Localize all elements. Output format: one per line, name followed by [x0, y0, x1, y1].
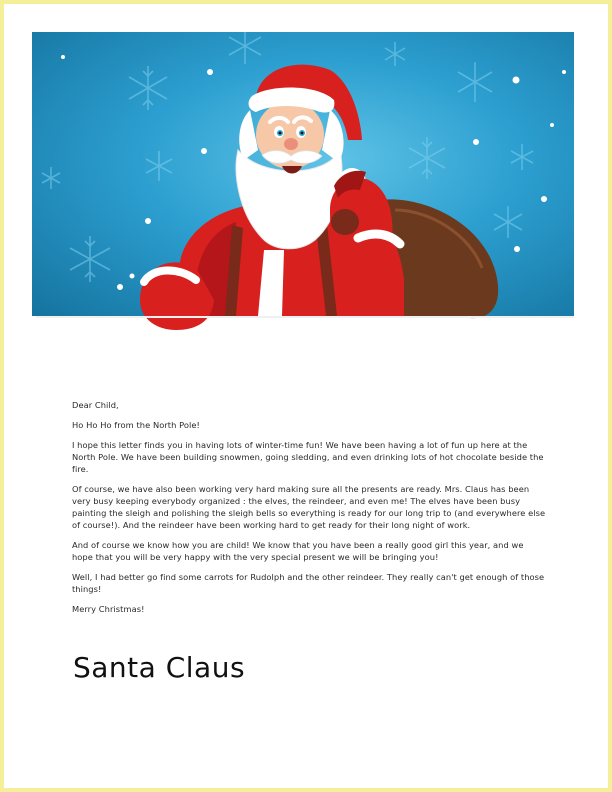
snowflake-background [32, 32, 574, 316]
paragraph-1: I hope this letter finds you in having lots of winter-time fun! We have been having a lot of fun up here at the North Pole. We have been building snowmen, going sledding, and even drinking lots of hot chocolate beside the fire. [72, 440, 544, 474]
paragraph-3: And of course we know how you are child! We know that you have been a really good girl this year, and we hope that you will be very happy with the very special present we will be bringing you! [72, 540, 524, 562]
paragraph-4: Well, I had better go find some carrots for Rudolph and the other reindeer. They really can't get enough of those things! [72, 572, 545, 595]
salutation: Dear Child, [72, 400, 119, 410]
signature: Santa Claus [73, 651, 246, 684]
santa-banner [32, 32, 574, 316]
closing-line: Merry Christmas! [72, 604, 145, 615]
opening-line: Ho Ho Ho from the North Pole! [72, 419, 200, 430]
snowflake-icons [42, 32, 533, 282]
paragraph-2: Of course, we have also been working very hard making sure all the presents are ready. Mrs. Claus has been very busy keeping everybody organized : the elves, the reindeer, and even me! The elves have been busy painting the sleigh and polishing the sleigh bells so everything is ready for our long trip to (and everywhere else of course!). And the reindeer have been working hard to get ready for their long night of work. [72, 484, 546, 530]
letter-body [72, 400, 546, 624]
